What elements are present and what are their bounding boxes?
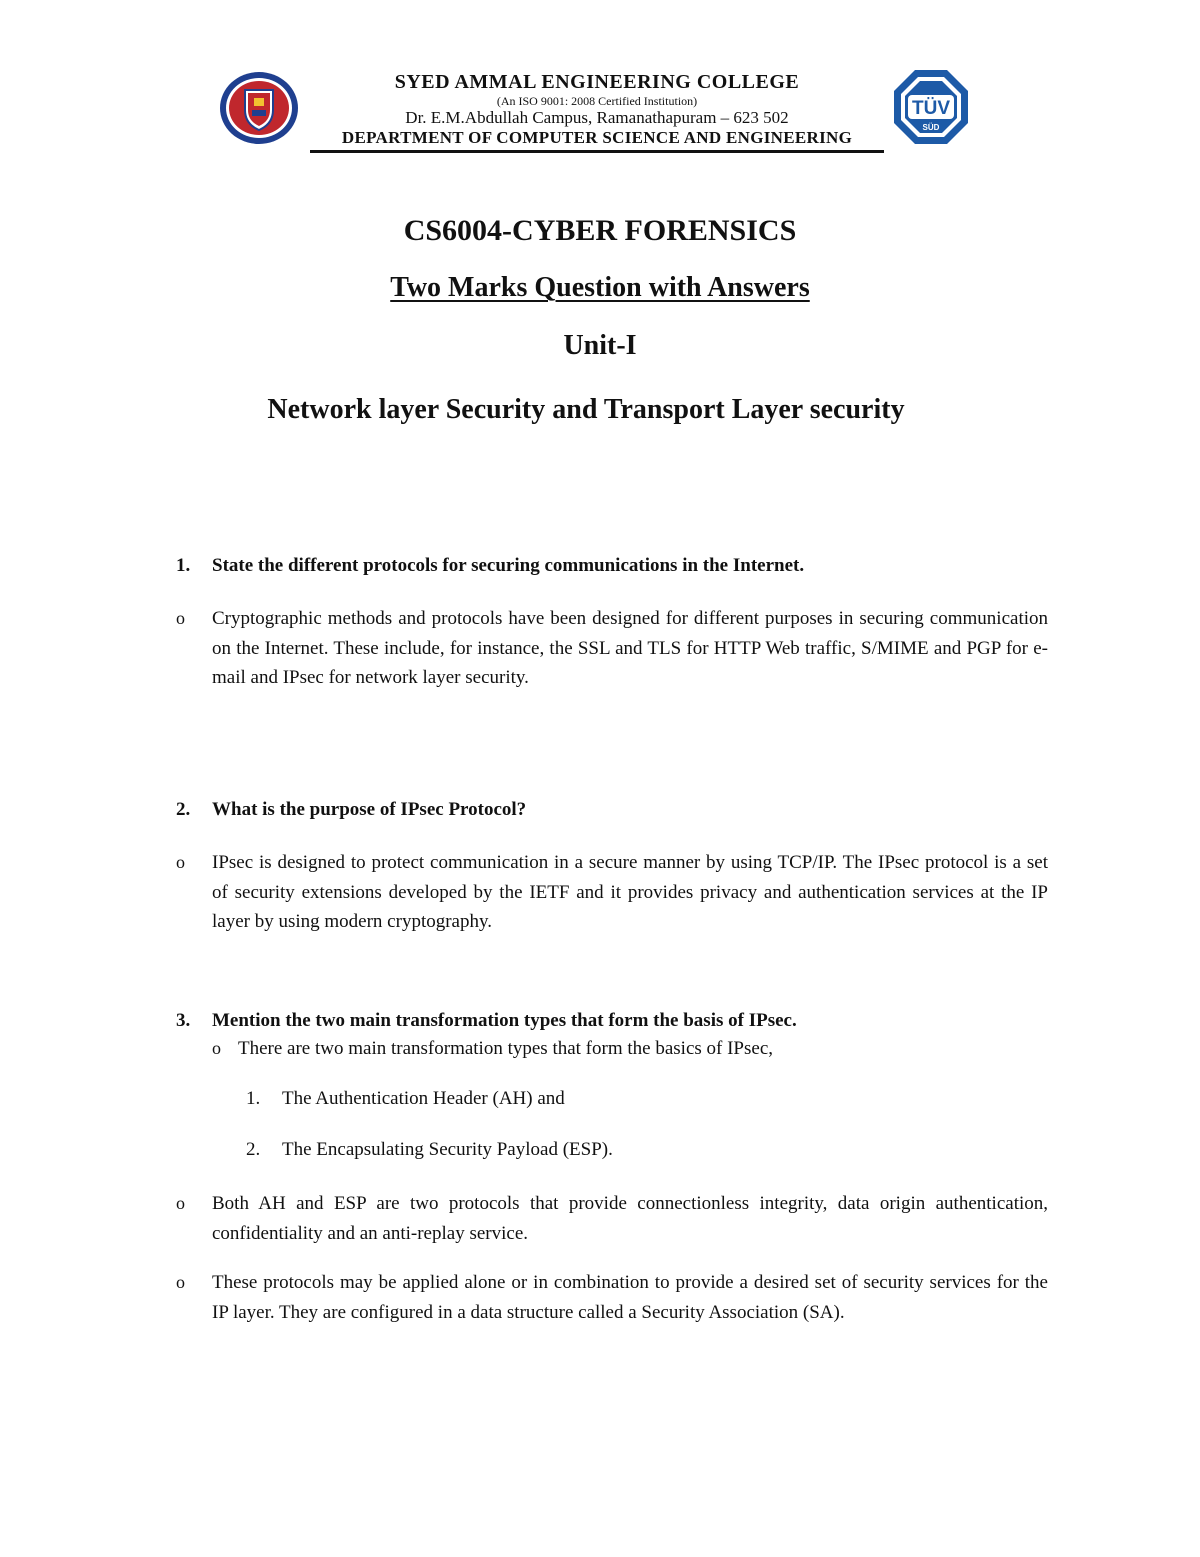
unit-title: Unit-I	[563, 330, 637, 361]
question-text: State the different protocols for securing communications in the Internet.	[212, 555, 805, 576]
intro-text: There are two main transformation types that form the basics of IPsec,	[238, 1038, 773, 1059]
answer-text: These protocols may be applied alone or in combination to provide a desired set of security services for the IP layer. They are configured in a data structure called a Security Association (SA).	[212, 1272, 1048, 1323]
list-item-number: 2.	[246, 1139, 261, 1160]
department-name: DEPARTMENT OF COMPUTER SCIENCE AND ENGINEERING	[341, 128, 853, 147]
document-subtitle: Two Marks Question with Answers	[390, 272, 810, 303]
question-number: 1.	[176, 555, 191, 576]
answer-text: Both AH and ESP are two protocols that provide connectionless integrity, data origin authentication, confidentiality and an anti-replay service.	[212, 1193, 1048, 1244]
list-item	[246, 1139, 613, 1161]
iso-note: (An ISO 9001: 2008 Certified Institution)	[496, 94, 698, 108]
tuv-sud-certification-icon	[892, 68, 970, 146]
answer-text: IPsec is designed to protect communication in a secure manner by using TCP/IP. The IPsec protocol is a set of security extensions developed by the IETF and it provides privacy and authentication services at the IP layer by using modern cryptography.	[212, 852, 1048, 932]
answer-2	[176, 848, 1048, 937]
course-title: CS6004-CYBER FORENSICS	[403, 214, 797, 247]
college-name: SYED AMMAL ENGINEERING COLLEGE	[394, 71, 800, 93]
bullet-icon: o	[176, 608, 185, 628]
sud-logo-text: SÜD	[922, 123, 940, 132]
bullet-icon: o	[176, 1193, 185, 1213]
bullet-icon: o	[212, 1038, 221, 1058]
question-text: What is the purpose of IPsec Protocol?	[212, 799, 527, 820]
topic-title: Network layer Security and Transport Layer security	[267, 394, 905, 425]
question-number: 2.	[176, 799, 191, 820]
list-item-text: The Authentication Header (AH) and	[282, 1088, 565, 1109]
answer-3a	[176, 1189, 1048, 1248]
college-crest-icon	[218, 70, 300, 146]
college-address: Dr. E.M.Abdullah Campus, Ramanathapuram – 623 502	[405, 108, 789, 127]
tuv-logo-text: TÜV	[912, 98, 950, 119]
bullet-icon: o	[176, 852, 185, 872]
answer-3b	[176, 1268, 1048, 1327]
answer-1	[176, 604, 1048, 693]
list-item-text: The Encapsulating Security Payload (ESP).	[282, 1139, 613, 1160]
question-text: Mention the two main transformation types that form the basis of IPsec.	[212, 1010, 797, 1031]
question-number: 3.	[176, 1010, 191, 1031]
answer-text: Cryptographic methods and protocols have been designed for different purposes in securing communication on the Internet. These include, for instance, the SSL and TLS for HTTP Web traffic, S/MIME and PGP for e-mail and IPsec for network layer security.	[212, 608, 1048, 688]
list-item	[246, 1088, 565, 1110]
header-divider	[310, 150, 884, 153]
answer-3-intro	[212, 1038, 773, 1060]
college-header	[310, 70, 884, 148]
list-item-number: 1.	[246, 1088, 261, 1109]
bullet-icon: o	[176, 1272, 185, 1292]
